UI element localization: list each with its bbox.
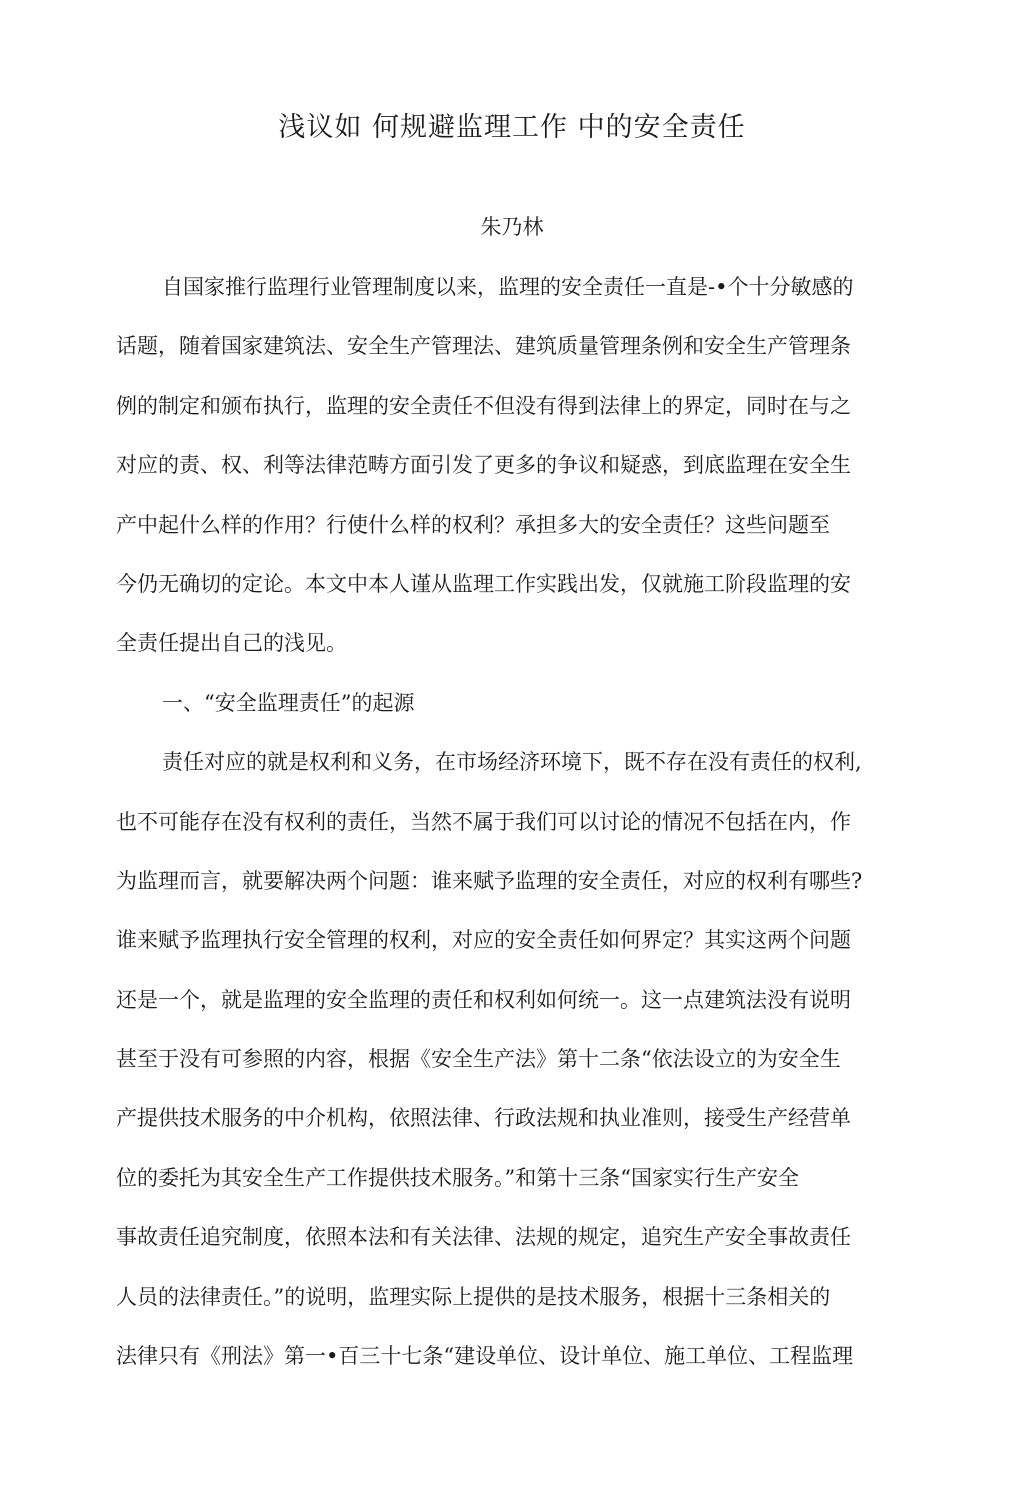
text-line: 责任对应的就是权利和义务，在市场经济环境下，既不存在没有责任的权利, [162, 750, 862, 775]
text-line: 人员的法律责任。”的说明，监理实际上提供的是技术服务，根据十三条相关的 [116, 1284, 831, 1309]
text-line: 产中起什么样的作用？行使什么样的权利？承担多大的安全责任？这些问题至 [116, 512, 830, 537]
text-line: 甚至于没有可参照的内容，根据《安全生产法》第十二条“依法设立的为安全生 [116, 1047, 841, 1072]
text-line: 也不可能存在没有权利的责任，当然不属于我们可以讨论的情况不包括在内，作 [116, 809, 851, 834]
text-line: 对应的责、权、利等法律范畴方面引发了更多的争议和疑惑，到底监理在安全生 [116, 453, 851, 478]
document-author: 朱乃林 [480, 215, 544, 239]
text-line: 位的委托为其安全生产工作提供技术服务。”和第十三条“国家实行生产安全 [116, 1165, 799, 1190]
text-line: 自国家推行监理行业管理制度以来，监理的安全责任一直是-•个十分敏感的 [162, 275, 854, 299]
text-line: 事故责任追究制度，依照本法和有关法律、法规的规定，追究生产安全事故责任 [116, 1225, 851, 1250]
text-line: 为监理而言，就要解决两个问题：谁来赋予监理的安全责任，对应的权利有哪些? [116, 868, 863, 893]
text-line: 还是一个，就是监理的安全监理的责任和权利如何统一。这一点建筑法没有说明 [116, 987, 851, 1012]
text-line: 话题，随着国家建筑法、安全生产管理法、建筑质量管理条例和安全生产管理条 [116, 334, 851, 359]
text-line: 谁来赋予监理执行安全管理的权利，对应的安全责任如何界定？其实这两个问题 [116, 928, 851, 953]
text-line: 全责任提出自己的浅见。 [116, 631, 347, 656]
text-line: 例的制定和颁布执行，监理的安全责任不但没有得到法律上的界定，同时在与之 [116, 393, 851, 418]
document-title: 浅议如 何规避监理工作 中的安全责任 [278, 112, 746, 143]
section-heading: 一、“安全监理责任”的起源 [162, 690, 415, 715]
text-line: 今仍无确切的定论。本文中本人谨从监理工作实践出发，仅就施工阶段监理的安 [116, 571, 851, 596]
document-body [116, 264, 916, 1392]
text-line: 产提供技术服务的中介机构，依照法律、行政法规和执业准则，接受生产经营单 [116, 1106, 851, 1131]
text-line: 法律只有《刑法》第一•百三十七条“建设单位、设计单位、施工单位、工程监理 [116, 1344, 854, 1369]
